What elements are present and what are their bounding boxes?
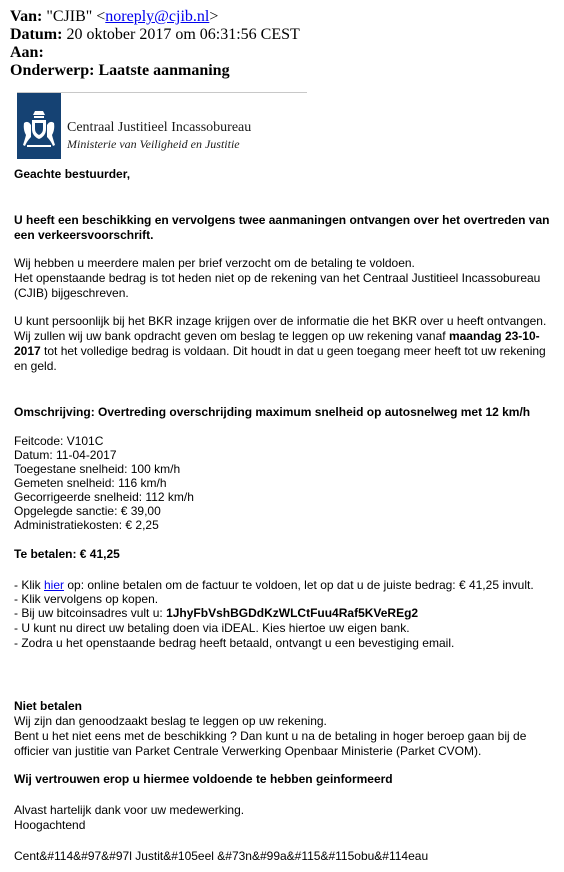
para1-line-2: Het openstaande bedrag is tot heden niet op de rekening van het Centraal Justitieel Incassobureau xyxy=(14,271,541,285)
subject-value: Laatste aanmaning xyxy=(98,62,230,79)
trust-statement: Wij vertrouwen erop u hiermee voldoende te hebben geinformeerd xyxy=(14,772,393,786)
to-row xyxy=(10,44,44,62)
step-3: - Bij uw bitcoinsadres vult u: 1JhyFbVshBGDdKzWLCtFuu4Raf5KVeREg2 xyxy=(14,606,419,620)
intro-line-2: een verkeersvoorschrift. xyxy=(14,228,154,242)
step-4: - U kunt nu direct uw betaling doen via iDEAL. Kies hiertoe uw eigen bank. xyxy=(14,621,410,635)
date-label: Datum: xyxy=(10,26,63,43)
detail-sanction: Opgelegde sanctie: € 39,00 xyxy=(14,504,161,518)
org-name: Centraal Justitieel Incassobureau xyxy=(67,120,252,135)
bitcoin-address: 1JhyFbVshBGDdKzWLCtFuu4Raf5KVeREg2 xyxy=(166,606,419,620)
closing-regards: Hoogachtend xyxy=(14,818,86,832)
from-email-link[interactable]: noreply@cjib.nl xyxy=(105,8,210,25)
para2-line-3: 2017 tot het volledige bedrag is voldaan. Dit houdt in dat u geen toegang meer heeft tot uw rekening xyxy=(14,344,546,358)
greeting: Geachte bestuurder, xyxy=(14,167,131,181)
ministry-name: Ministerie van Veiligheid en Justitie xyxy=(67,137,240,151)
detail-allowed-speed: Toegestane snelheid: 100 km/h xyxy=(14,462,181,476)
from-row xyxy=(10,8,218,26)
from-close: > xyxy=(209,8,219,25)
detail-admin-costs: Administratiekosten: € 2,25 xyxy=(14,518,159,532)
not-paying-line-1: Wij zijn dan genoodzaakt beslag te leggen op uw rekening. xyxy=(14,714,327,728)
amount-to-pay: Te betalen: € 41,25 xyxy=(14,547,120,561)
subject-label: Onderwerp: xyxy=(10,62,95,79)
subject-row xyxy=(10,62,230,80)
para1-line-3: (CJIB) bijgeschreven. xyxy=(14,286,129,300)
intro-line-1: U heeft een beschikking en vervolgens twee aanmaningen ontvangen over het overtreden van xyxy=(14,213,550,227)
step-2: - Klik vervolgens op kopen. xyxy=(14,592,159,606)
from-name: "CJIB" < xyxy=(46,8,106,25)
closing-thanks: Alvast hartelijk dank voor uw medewerking. xyxy=(14,803,245,817)
crest-icon xyxy=(17,93,61,159)
detail-corrected-speed: Gecorrigeerde snelheid: 112 km/h xyxy=(14,490,194,504)
signature: Cent&#114&#97&#97l Justit&#105eel &#73n&#99a&#115&#115obu&#114eau xyxy=(14,849,429,863)
para2-line-1: U kunt persoonlijk bij het BKR inzage krijgen over de informatie die het BKR over u heeft ontvangen. xyxy=(14,314,547,328)
from-label: Van: xyxy=(10,8,43,25)
para2-line-4: en geld. xyxy=(14,359,57,373)
deadline-date: maandag 23-10- xyxy=(448,329,540,343)
detail-datum: Datum: 11-04-2017 xyxy=(14,448,117,462)
not-paying-line-2: Bent u het niet eens met de beschikking ? Dan kunt u na de betaling in hoger beroep gaan bij de xyxy=(14,729,527,743)
not-paying-line-3: officier van justitie van Parket Centrale Verwerking Openbaar Ministerie (Parket CVOM). xyxy=(14,744,482,758)
to-label: Aan: xyxy=(10,44,44,61)
date-value: 20 oktober 2017 om 06:31:56 CEST xyxy=(66,26,300,43)
cjib-logo xyxy=(17,93,307,159)
detail-measured-speed: Gemeten snelheid: 116 km/h xyxy=(14,476,167,490)
date-row xyxy=(10,26,300,44)
para1-line-1: Wij hebben u meerdere malen per brief verzocht om de betaling te voldoen. xyxy=(14,256,415,270)
para2-line-2: Wij zullen wij uw bank opdracht geven om beslag te leggen op uw rekening vanaf maandag 23-10- xyxy=(14,329,540,343)
step-1: - Klik hier op: online betalen om de factuur te voldoen, let op dat u de juiste bedrag: € 41,25 invult. xyxy=(14,578,534,592)
step-5: - Zodra u het openstaande bedrag heeft betaald, ontvangt u een bevestiging email. xyxy=(14,636,455,650)
detail-feitcode: Feitcode: V101C xyxy=(14,434,104,448)
pay-here-link[interactable]: hier xyxy=(44,578,65,592)
not-paying-heading: Niet betalen xyxy=(14,699,83,713)
description: Omschrijving: Overtreding overschrijding maximum snelheid op autosnelweg met 12 km/h xyxy=(14,405,531,419)
